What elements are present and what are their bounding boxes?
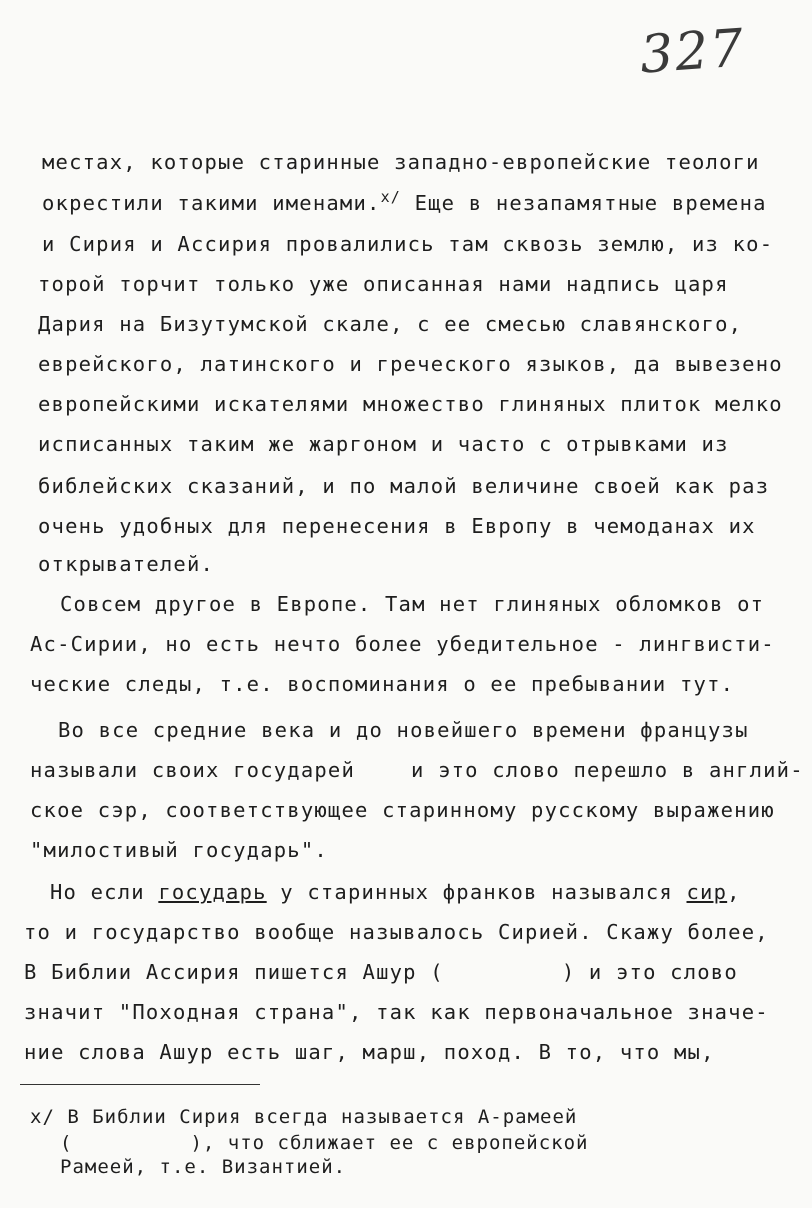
text-line: еврейского, латинского и греческого языков, да вывезено: [38, 352, 783, 376]
text-line: открывателей.: [38, 552, 215, 576]
text-line-part: ) и это слово: [561, 960, 738, 984]
text-line: то и государство вообще называлось Сирией. Скажу более,: [24, 920, 769, 944]
text-line-part: Но если: [50, 880, 145, 904]
footnote-text: (: [60, 1132, 73, 1154]
text-line: [42, 188, 767, 215]
footnote-line: [30, 1106, 577, 1128]
text-line-part: В Библии Ассирия пишется Ашур (: [24, 960, 444, 984]
text-line-part: называли своих государей: [30, 758, 356, 782]
underlined-word: сир: [686, 880, 728, 904]
text-line: Во все средние века и до новейшего времени французы: [58, 718, 749, 742]
text-line: [30, 758, 804, 782]
text-line: местах, которые старинные западно-европейские теологи: [42, 150, 760, 174]
text-line-part: Еще в незапамятные времена: [401, 190, 767, 215]
text-line-part: и это слово перешло в англий-: [411, 758, 804, 782]
text-line: Ас-Сирии, но есть нечто более убедительное - лингвисти-: [30, 632, 775, 656]
text-line: Дария на Бизутумской скале, с ее смесью славянского,: [38, 312, 743, 336]
footnote-line: [60, 1132, 589, 1154]
footnote-marker: x/: [30, 1106, 55, 1128]
text-line: значит "Походная страна", так как первоначальное значе-: [24, 1000, 769, 1024]
text-line: исписанных таким же жаргоном и часто с отрывками из: [38, 432, 729, 456]
text-line: "милостивый государь".: [30, 838, 328, 862]
footnote-text: ), что сближает ее с европейской: [190, 1132, 589, 1154]
footnote-divider: [20, 1084, 260, 1085]
text-line: торой торчит только уже описанная нами надпись царя: [38, 272, 729, 296]
text-line: [24, 960, 738, 984]
footnote-text: В Библии Сирия всегда называется А-рамеей: [67, 1106, 578, 1128]
text-line: библейских сказаний, и по малой величине своей как раз: [38, 474, 770, 498]
text-line: очень удобных для перенесения в Европу в чемоданах их: [38, 514, 756, 538]
text-line: и Сирия и Ассирия провалились там сквозь землю, из ко-: [42, 232, 774, 256]
text-line: ческие следы, т.е. воспоминания о ее пребывании тут.: [30, 672, 735, 696]
underlined-word: государь: [158, 880, 267, 904]
text-line: Совсем другое в Европе. Там нет глиняных обломков от: [60, 592, 765, 616]
text-line-part: окрестили такими именами.: [42, 190, 381, 215]
footnote-line: Рамеей, т.е. Византией.: [60, 1156, 347, 1178]
text-line: европейскими искателями множество глиняных плиток мелко: [38, 392, 783, 416]
text-line: ское сэр, соответствующее старинному русскому выражению: [30, 798, 775, 822]
text-line-part: у старинных франков назывался: [266, 880, 687, 904]
footnote-marker: x/: [380, 188, 402, 206]
text-line-part: ,: [727, 880, 741, 904]
text-line: ние слова Ашур есть шаг, марш, поход. В то, что мы,: [24, 1040, 715, 1064]
text-line: [50, 880, 741, 904]
page-number: 327: [638, 18, 748, 86]
